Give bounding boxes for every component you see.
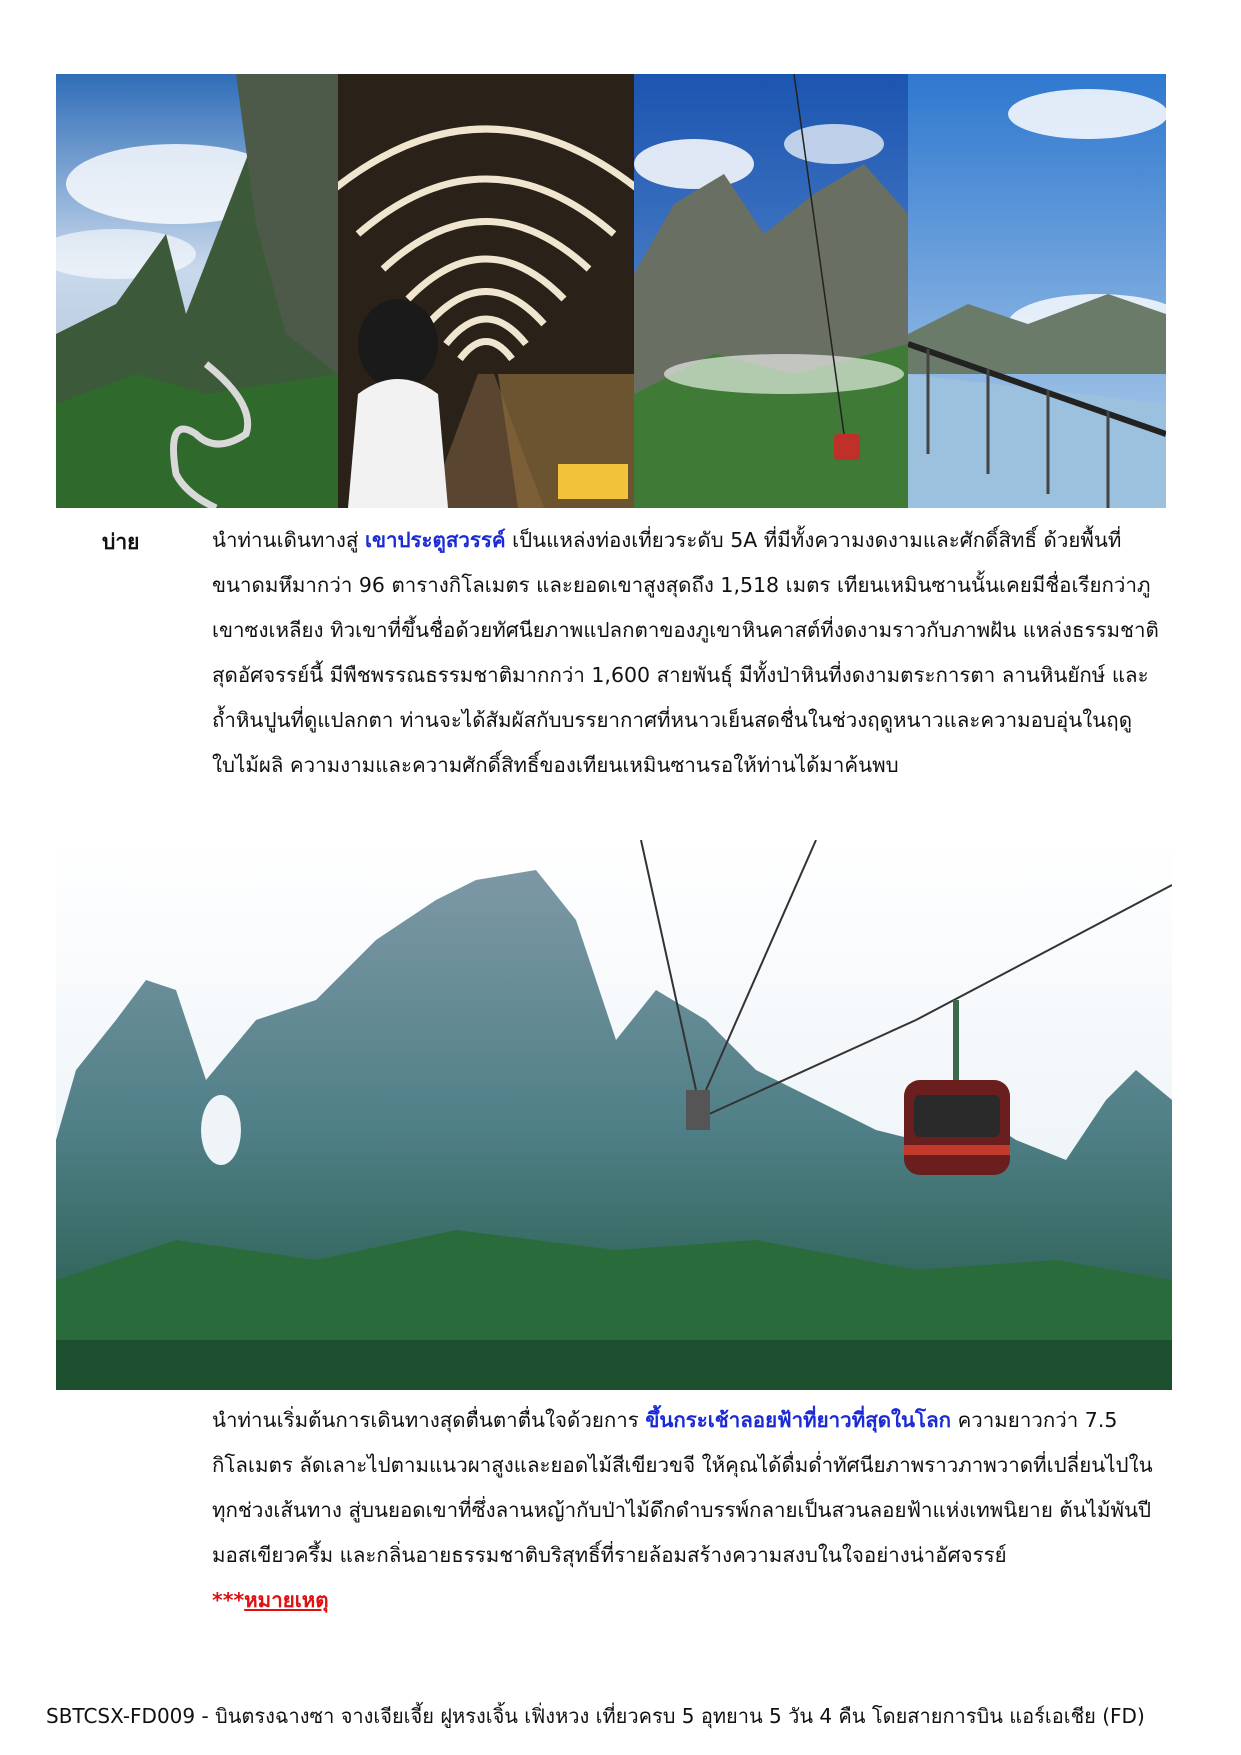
photo-escalator-tunnel	[338, 74, 634, 508]
body-text: ความยาวกว่า 7.5 กิโลเมตร ลัดเลาะไปตามแนวผาสูงและยอดไม้สีเขียวขจี ให้คุณได้ดื่มด่ำทัศนียภาพราวภาพวาดที่เปลี่ยนไปในทุกช่วงเส้นทาง สู่บนยอดเขาที่ซึ่งลานหญ้ากับป่าไม้ดึกดำบรรพ์กลายเป็นสวนลอยฟ้าแห่งเทพนิยาย ต้นไม้พันปี มอสเขียวครึ้ม และกลิ่นอายธรรมชาติบริสุทธิ์ที่รายล้อมสร้างความสงบในใจอย่างน่าอัศจรรย์	[212, 1408, 1153, 1567]
note-prefix: ***	[212, 1588, 245, 1612]
attraction-description	[212, 518, 1172, 788]
intro-text: นำท่านเริ่มต้นการเดินทางสุดตื่นตาตื่นใจด้วยการ	[212, 1408, 646, 1432]
photo-glass-skywalk	[908, 74, 1166, 508]
intro-text: นำท่านเดินทางสู่	[212, 528, 365, 552]
note-link[interactable]: หมายเหตุ	[244, 1588, 329, 1612]
footer-tour-code: SBTCSX-FD009 - บินตรงฉางซา จางเจียเจี้ย ฝูหรงเจิ้น เฟิ่งหวง เที่ยวครบ 5 อุทยาน 5 วัน 4 คืน โดยสายการบิน แอร์เอเชีย (FD)	[46, 1704, 1145, 1728]
photo-winding-mountain-road	[56, 74, 338, 508]
time-label-afternoon: บ่าย	[102, 530, 140, 554]
photo-strip	[56, 74, 1166, 508]
cable-car-description	[212, 1398, 1172, 1623]
cable-car-highlight: ขึ้นกระเช้าลอยฟ้าที่ยาวที่สุดในโลก	[645, 1408, 952, 1432]
photo-cable-car-large	[56, 840, 1172, 1390]
attraction-highlight: เขาประตูสวรรค์	[364, 528, 506, 552]
photo-cable-car-mountains	[634, 74, 908, 508]
body-text: เป็นแหล่งท่องเที่ยวระดับ 5A ที่มีทั้งความงดงามและศักดิ์สิทธิ์ ด้วยพื้นที่ขนาดมหึมากว่า 96 ตารางกิโลเมตร และยอดเขาสูงสุดถึง 1,518 เมตร เทียนเหมินซานนั้นเคยมีชื่อเรียกว่าภูเขาซงเหลียง ทิวเขาที่ขึ้นชื่อด้วยทัศนียภาพแปลกตาของภูเขาหินคาสต์ที่งดงามราวกับภาพฝัน แหล่งธรรมชาติสุดอัศจรรย์นี้ มีพืชพรรณธรรมชาติมากกว่า 1,600 สายพันธุ์ มีทั้งป่าหินที่งดงามตระการตา ลานหินยักษ์ และถ้ำหินปูนที่ดูแปลกตา ท่านจะได้สัมผัสกับบรรยากาศที่หนาวเย็นสดชื่นในช่วงฤดูหนาวและความอบอุ่นในฤดูใบไม้ผลิ ความงามและความศักดิ์สิทธิ์ของเทียนเหมินซานรอให้ท่านได้มาค้นพบ	[212, 528, 1159, 777]
